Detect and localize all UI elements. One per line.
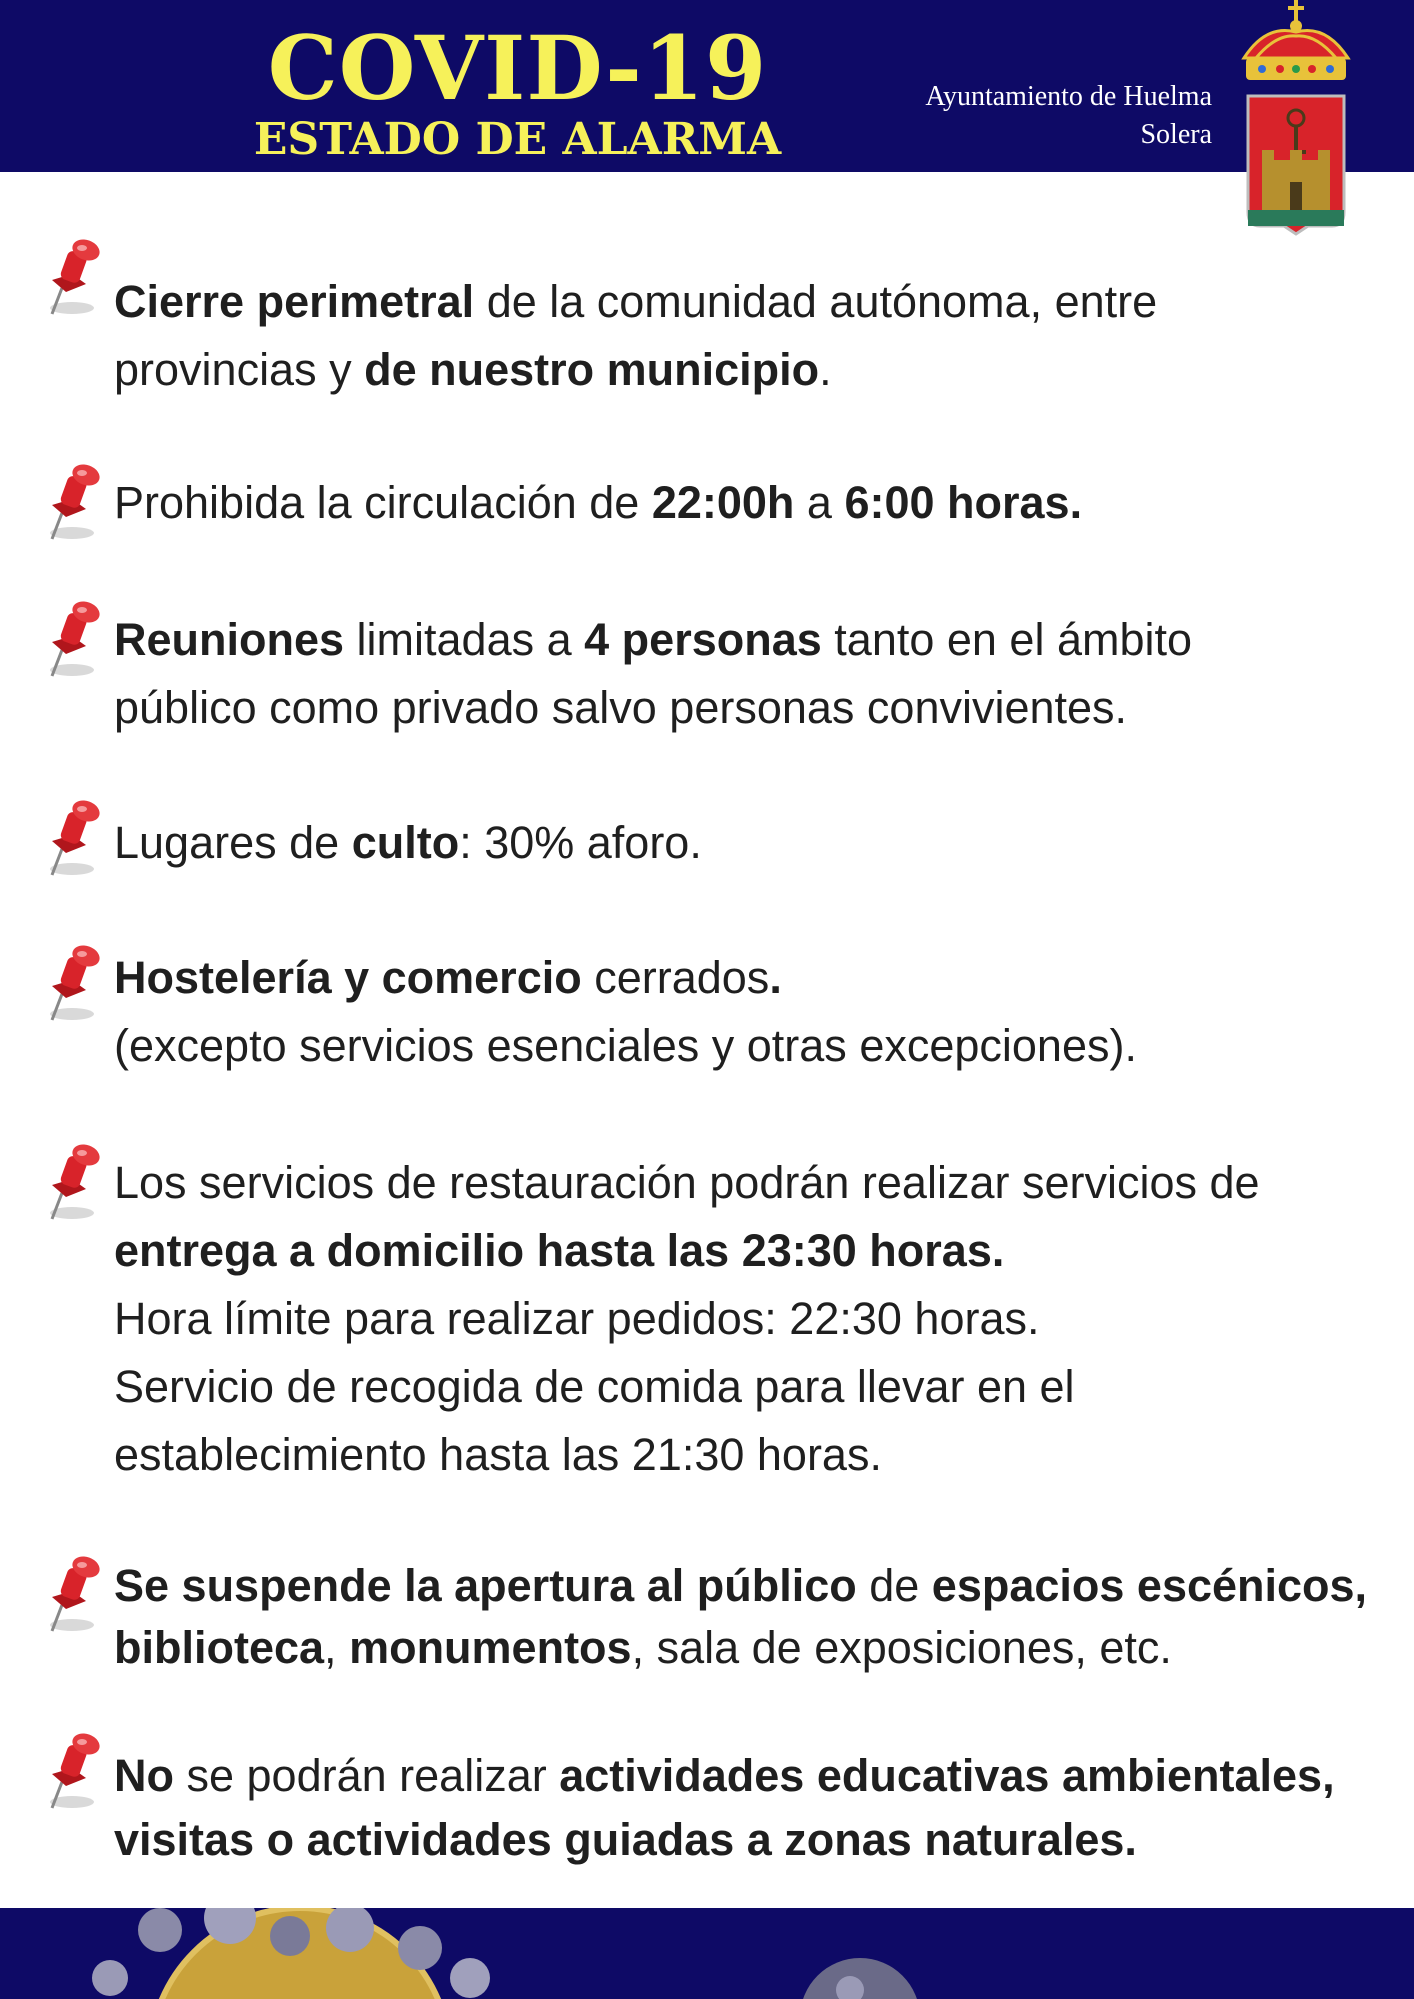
- item-7-bold-4: monumentos: [349, 1622, 632, 1673]
- page-title: COVID-19: [267, 16, 768, 120]
- item-7-bold-2: espacios escénicos,: [931, 1560, 1368, 1611]
- footer-banner: [0, 1908, 1414, 1999]
- item-3-text-1: limitadas a: [344, 614, 585, 665]
- item-4-bold-1: culto: [351, 817, 460, 868]
- organization-name: [925, 78, 1212, 154]
- item-3-text-2: tanto en el ámbito: [821, 614, 1193, 665]
- pushpin-icon: [42, 942, 108, 1024]
- measure-item-7: [114, 1555, 1394, 1679]
- pushpin-icon: [42, 1553, 108, 1635]
- item-1-text-3: .: [819, 344, 832, 395]
- item-1-bold-1: Cierre perimetral: [114, 276, 475, 327]
- item-6-text-2: Hora límite para realizar pedidos: 22:30 horas.: [114, 1293, 1040, 1344]
- item-8-bold-2: actividades educativas ambientales,: [559, 1750, 1335, 1801]
- item-7-text-2: ,: [324, 1622, 350, 1673]
- item-6-text-1: Los servicios de restauración podrán realizar servicios de: [114, 1157, 1260, 1208]
- item-7-text-1: de: [856, 1560, 932, 1611]
- item-7-bold-1: Se suspende la apertura al público: [114, 1560, 857, 1611]
- pushpin-icon: [42, 1730, 108, 1812]
- item-4-text-2: : 30% aforo.: [459, 817, 702, 868]
- item-2-bold-1: 22:00h: [651, 477, 795, 528]
- organization-line-1: Ayuntamiento de Huelma: [925, 81, 1212, 112]
- coronavirus-icon: [0, 1908, 1414, 1999]
- item-4-text-1: Lugares de: [114, 817, 352, 868]
- item-8-bold-1: No: [114, 1750, 174, 1801]
- item-5-bold-1: Hostelería y comercio: [114, 952, 582, 1003]
- item-6-text-4: establecimiento hasta las 21:30 horas.: [114, 1429, 882, 1480]
- pushpin-icon: [42, 797, 108, 879]
- item-1-bold-2: de nuestro municipio: [364, 344, 820, 395]
- measure-item-6: [114, 1149, 1394, 1489]
- item-3-bold-1: Reuniones: [114, 614, 345, 665]
- pushpin-icon: [42, 461, 108, 543]
- item-1-text-2: provincias y: [114, 344, 365, 395]
- measure-item-8: [114, 1744, 1394, 1872]
- measure-item-2: [114, 469, 1394, 537]
- item-3-bold-2: 4 personas: [584, 614, 822, 665]
- item-5-text-2: (excepto servicios esenciales y otras excepciones).: [114, 1020, 1137, 1071]
- organization-line-2: Solera: [1140, 119, 1212, 150]
- item-8-text-1: se podrán realizar: [174, 1750, 560, 1801]
- town-coat-of-arms-icon: [1236, 0, 1356, 236]
- header-banner: [0, 0, 1414, 172]
- measure-item-3: [114, 606, 1394, 742]
- item-2-text-1: Prohibida la circulación de: [114, 477, 652, 528]
- measure-item-4: [114, 809, 1394, 877]
- item-5-text-1: cerrados: [581, 952, 770, 1003]
- item-6-bold-1: entrega a domicilio hasta las 23:30 horas.: [114, 1225, 1005, 1276]
- pushpin-icon: [42, 1141, 108, 1223]
- item-7-bold-3: biblioteca: [114, 1622, 325, 1673]
- measure-item-1: [114, 268, 1394, 404]
- measure-item-5: [114, 944, 1394, 1080]
- item-6-text-3: Servicio de recogida de comida para llevar en el: [114, 1361, 1075, 1412]
- item-2-text-2: a: [794, 477, 845, 528]
- item-3-text-3: público como privado salvo personas convivientes.: [114, 682, 1128, 733]
- item-7-text-3: , sala de exposiciones, etc.: [631, 1622, 1172, 1673]
- pushpin-icon: [42, 598, 108, 680]
- item-5-bold-2: .: [769, 952, 782, 1003]
- page-subtitle: ESTADO DE ALARMA: [253, 114, 782, 165]
- item-8-bold-3: visitas o actividades guiadas a zonas naturales.: [114, 1814, 1137, 1865]
- pushpin-icon: [42, 236, 108, 318]
- item-1-text-1: de la comunidad autónoma, entre: [474, 276, 1158, 327]
- item-2-bold-2: 6:00 horas.: [844, 477, 1083, 528]
